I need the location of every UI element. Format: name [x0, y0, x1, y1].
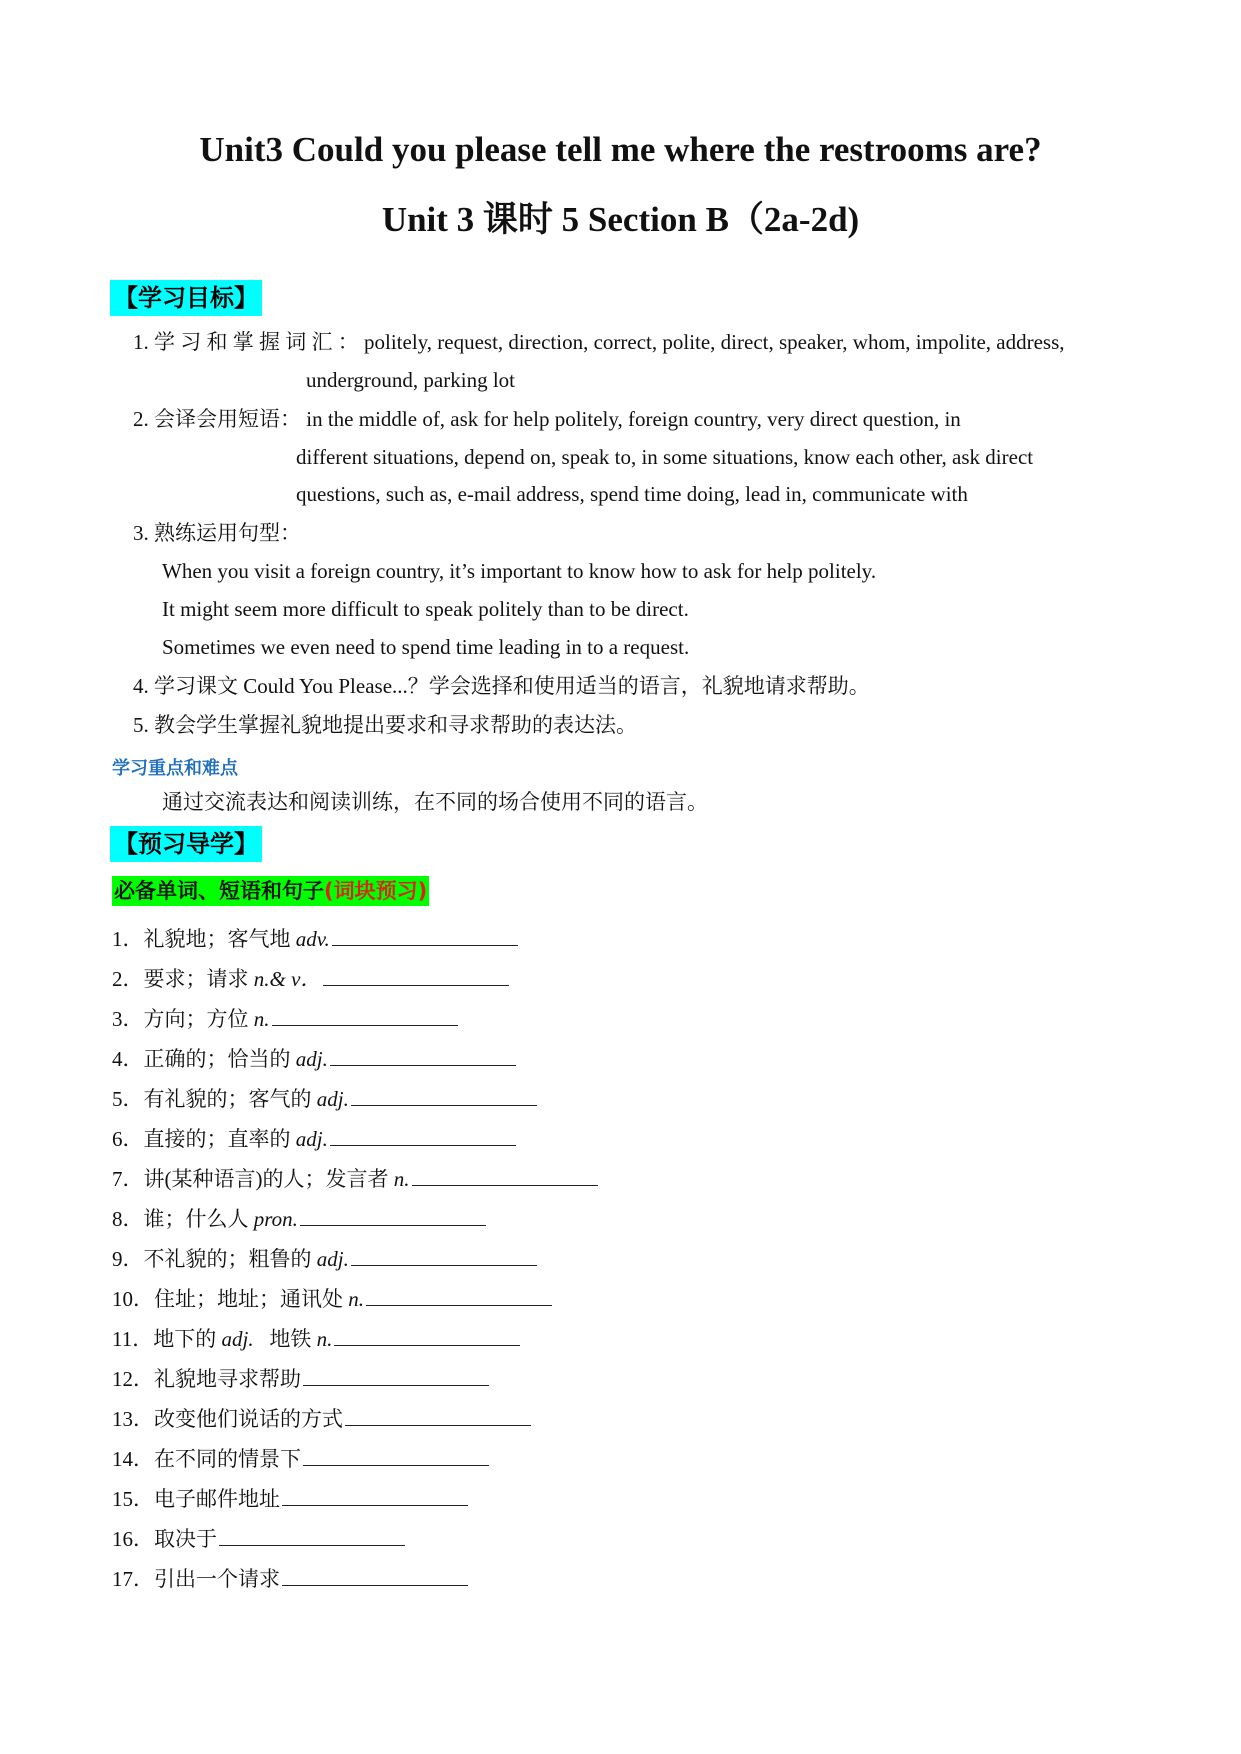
goal-3-sentence-2: It might seem more difficult to speak politely than to be direct. [162, 597, 689, 621]
goal-4: 4. 学习课文 Could You Please...？学会选择和使用适当的语言，礼貌地请求帮助。 [133, 674, 870, 698]
vocab-item-number: 14． [112, 1447, 154, 1471]
vocab-item-number: 1． [112, 927, 144, 951]
vocab-item-number: 10． [112, 1287, 154, 1311]
vocab-item-prompt: 取决于 [154, 1527, 217, 1551]
vocab-heading [112, 876, 429, 906]
vocab-item [112, 1565, 470, 1593]
vocab-item-number: 9． [112, 1247, 144, 1271]
vocab-item-number: 13． [112, 1407, 154, 1431]
vocab-item-pos: n. [253, 1007, 270, 1031]
vocab-item-pos: n. [393, 1167, 410, 1191]
vocab-item-number: 15． [112, 1487, 154, 1511]
vocab-item-number: 12． [112, 1367, 154, 1391]
vocab-item [112, 1285, 554, 1313]
section-header-goals: 【学习目标】 [110, 280, 262, 316]
answer-blank[interactable] [303, 1365, 489, 1386]
vocab-item [112, 1445, 491, 1473]
goal-3-sentence-3: Sometimes we even need to spend time leading in to a request. [162, 635, 690, 659]
vocab-item-prompt: 地下的 [153, 1327, 222, 1351]
answer-blank[interactable] [330, 1045, 516, 1066]
answer-blank[interactable] [303, 1445, 489, 1466]
goal-2 [133, 405, 961, 433]
vocab-item-pos-2: n. [316, 1327, 333, 1351]
goal-1-cont: underground, parking lot [306, 368, 515, 392]
vocab-item-number: 6． [112, 1127, 144, 1151]
vocab-item-pos: adj. [295, 1127, 328, 1151]
vocab-item [112, 1325, 522, 1353]
vocab-item-pos: adv. [295, 927, 330, 951]
goal-1-words: politely, request, direction, correct, polite, direct, speaker, whom, impolite, address, [364, 330, 1065, 354]
section-header-preview: 【预习导学】 [110, 826, 262, 862]
vocab-item-prompt: 引出一个请求 [154, 1567, 280, 1591]
answer-blank[interactable] [366, 1285, 552, 1306]
goal-1-label: 1. 学 习 和 掌 握 词 汇 ： [133, 330, 359, 354]
vocab-item [112, 1005, 460, 1033]
vocab-item-pos: adj. [221, 1327, 254, 1351]
answer-blank[interactable] [272, 1005, 458, 1026]
vocab-item [112, 1165, 600, 1193]
document-title: Unit3 Could you please tell me where the restrooms are? [199, 130, 1042, 169]
answer-blank[interactable] [351, 1085, 537, 1106]
key-points-text: 通过交流表达和阅读训练，在不同的场合使用不同的语言。 [162, 790, 708, 814]
goal-1 [133, 328, 1065, 356]
vocab-heading-title: 必备单词、短语和句子 [114, 879, 324, 903]
vocab-item-prompt: 在不同的情景下 [154, 1447, 301, 1471]
vocab-item [112, 1525, 407, 1553]
vocab-item-prompt: 礼貌地；客气地 [143, 927, 296, 951]
vocab-item-pos: adj. [316, 1247, 349, 1271]
vocab-item-number: 17． [112, 1567, 154, 1591]
goal-3-label: 3. 熟练运用句型： [133, 521, 301, 545]
vocab-item [112, 965, 511, 993]
vocab-heading-tag: (词块预习) [324, 879, 428, 903]
goal-2-cont-2: questions, such as, e-mail address, spend time doing, lead in, communicate with [296, 482, 968, 506]
answer-blank[interactable] [219, 1525, 405, 1546]
vocab-item-number: 11． [112, 1327, 154, 1351]
vocab-item [112, 1045, 518, 1073]
vocab-item [112, 1245, 539, 1273]
vocab-item [112, 1405, 533, 1433]
answer-blank[interactable] [330, 1125, 516, 1146]
answer-blank[interactable] [412, 1165, 598, 1186]
vocab-item [112, 1125, 518, 1153]
document-subtitle: Unit 3 课时 5 Section B（2a-2d) [381, 200, 860, 239]
goal-5: 5. 教会学生掌握礼貌地提出要求和寻求帮助的表达法。 [133, 713, 637, 737]
vocab-item-prompt-2: 地铁 [253, 1327, 317, 1351]
answer-blank[interactable] [300, 1205, 486, 1226]
vocab-item-prompt: 住址；地址；通讯处 [154, 1287, 349, 1311]
vocab-item-prompt: 直接的；直率的 [143, 1127, 296, 1151]
vocab-item-prompt: 谁；什么人 [143, 1207, 254, 1231]
goal-2-label: 2. 会译会用短语： [133, 407, 301, 431]
vocab-item-prompt: 不礼貌的；粗鲁的 [143, 1247, 317, 1271]
vocab-item-pos: n. [348, 1287, 364, 1311]
answer-blank[interactable] [345, 1405, 531, 1426]
answer-blank[interactable] [282, 1565, 468, 1586]
vocab-item [112, 1085, 539, 1113]
vocab-item-prompt: 讲(某种语言)的人；发言者 [143, 1167, 394, 1191]
key-points-title: 学习重点和难点 [112, 758, 238, 779]
vocab-item-prompt: 改变他们说话的方式 [154, 1407, 343, 1431]
vocab-item-number: 8． [112, 1207, 144, 1231]
answer-blank[interactable] [332, 925, 518, 946]
vocab-item-pos: n.& v． [253, 967, 322, 991]
vocab-item-number: 16． [112, 1527, 154, 1551]
vocab-item-pos: adj. [295, 1047, 328, 1071]
goal-3-sentence-1: When you visit a foreign country, it’s important to know how to ask for help politely. [162, 559, 877, 583]
vocab-item-prompt: 电子邮件地址 [154, 1487, 280, 1511]
answer-blank[interactable] [282, 1485, 468, 1506]
vocab-item-number: 7． [112, 1167, 144, 1191]
vocab-item-number: 2． [112, 967, 144, 991]
vocab-item-prompt: 礼貌地寻求帮助 [154, 1367, 301, 1391]
vocab-item-prompt: 要求；请求 [143, 967, 254, 991]
vocab-item-prompt: 有礼貌的；客气的 [143, 1087, 317, 1111]
vocab-item [112, 925, 520, 953]
vocab-item-pos: adj. [316, 1087, 349, 1111]
answer-blank[interactable] [323, 965, 509, 986]
goal-2-cont-1: different situations, depend on, speak to, in some situations, know each other, ask direct [296, 445, 1034, 469]
goal-2-phrases: in the middle of, ask for help politely, foreign country, very direct question, in [306, 407, 961, 431]
vocab-item-number: 5． [112, 1087, 144, 1111]
vocab-item [112, 1365, 491, 1393]
vocab-item-number: 3． [112, 1007, 144, 1031]
vocab-item [112, 1205, 488, 1233]
vocab-item-prompt: 正确的；恰当的 [143, 1047, 296, 1071]
vocab-item-pos: pron. [253, 1207, 298, 1231]
vocab-item-prompt: 方向；方位 [143, 1007, 254, 1031]
answer-blank[interactable] [351, 1245, 537, 1266]
answer-blank[interactable] [334, 1325, 520, 1346]
vocab-item-number: 4． [112, 1047, 144, 1071]
vocab-item [112, 1485, 470, 1513]
